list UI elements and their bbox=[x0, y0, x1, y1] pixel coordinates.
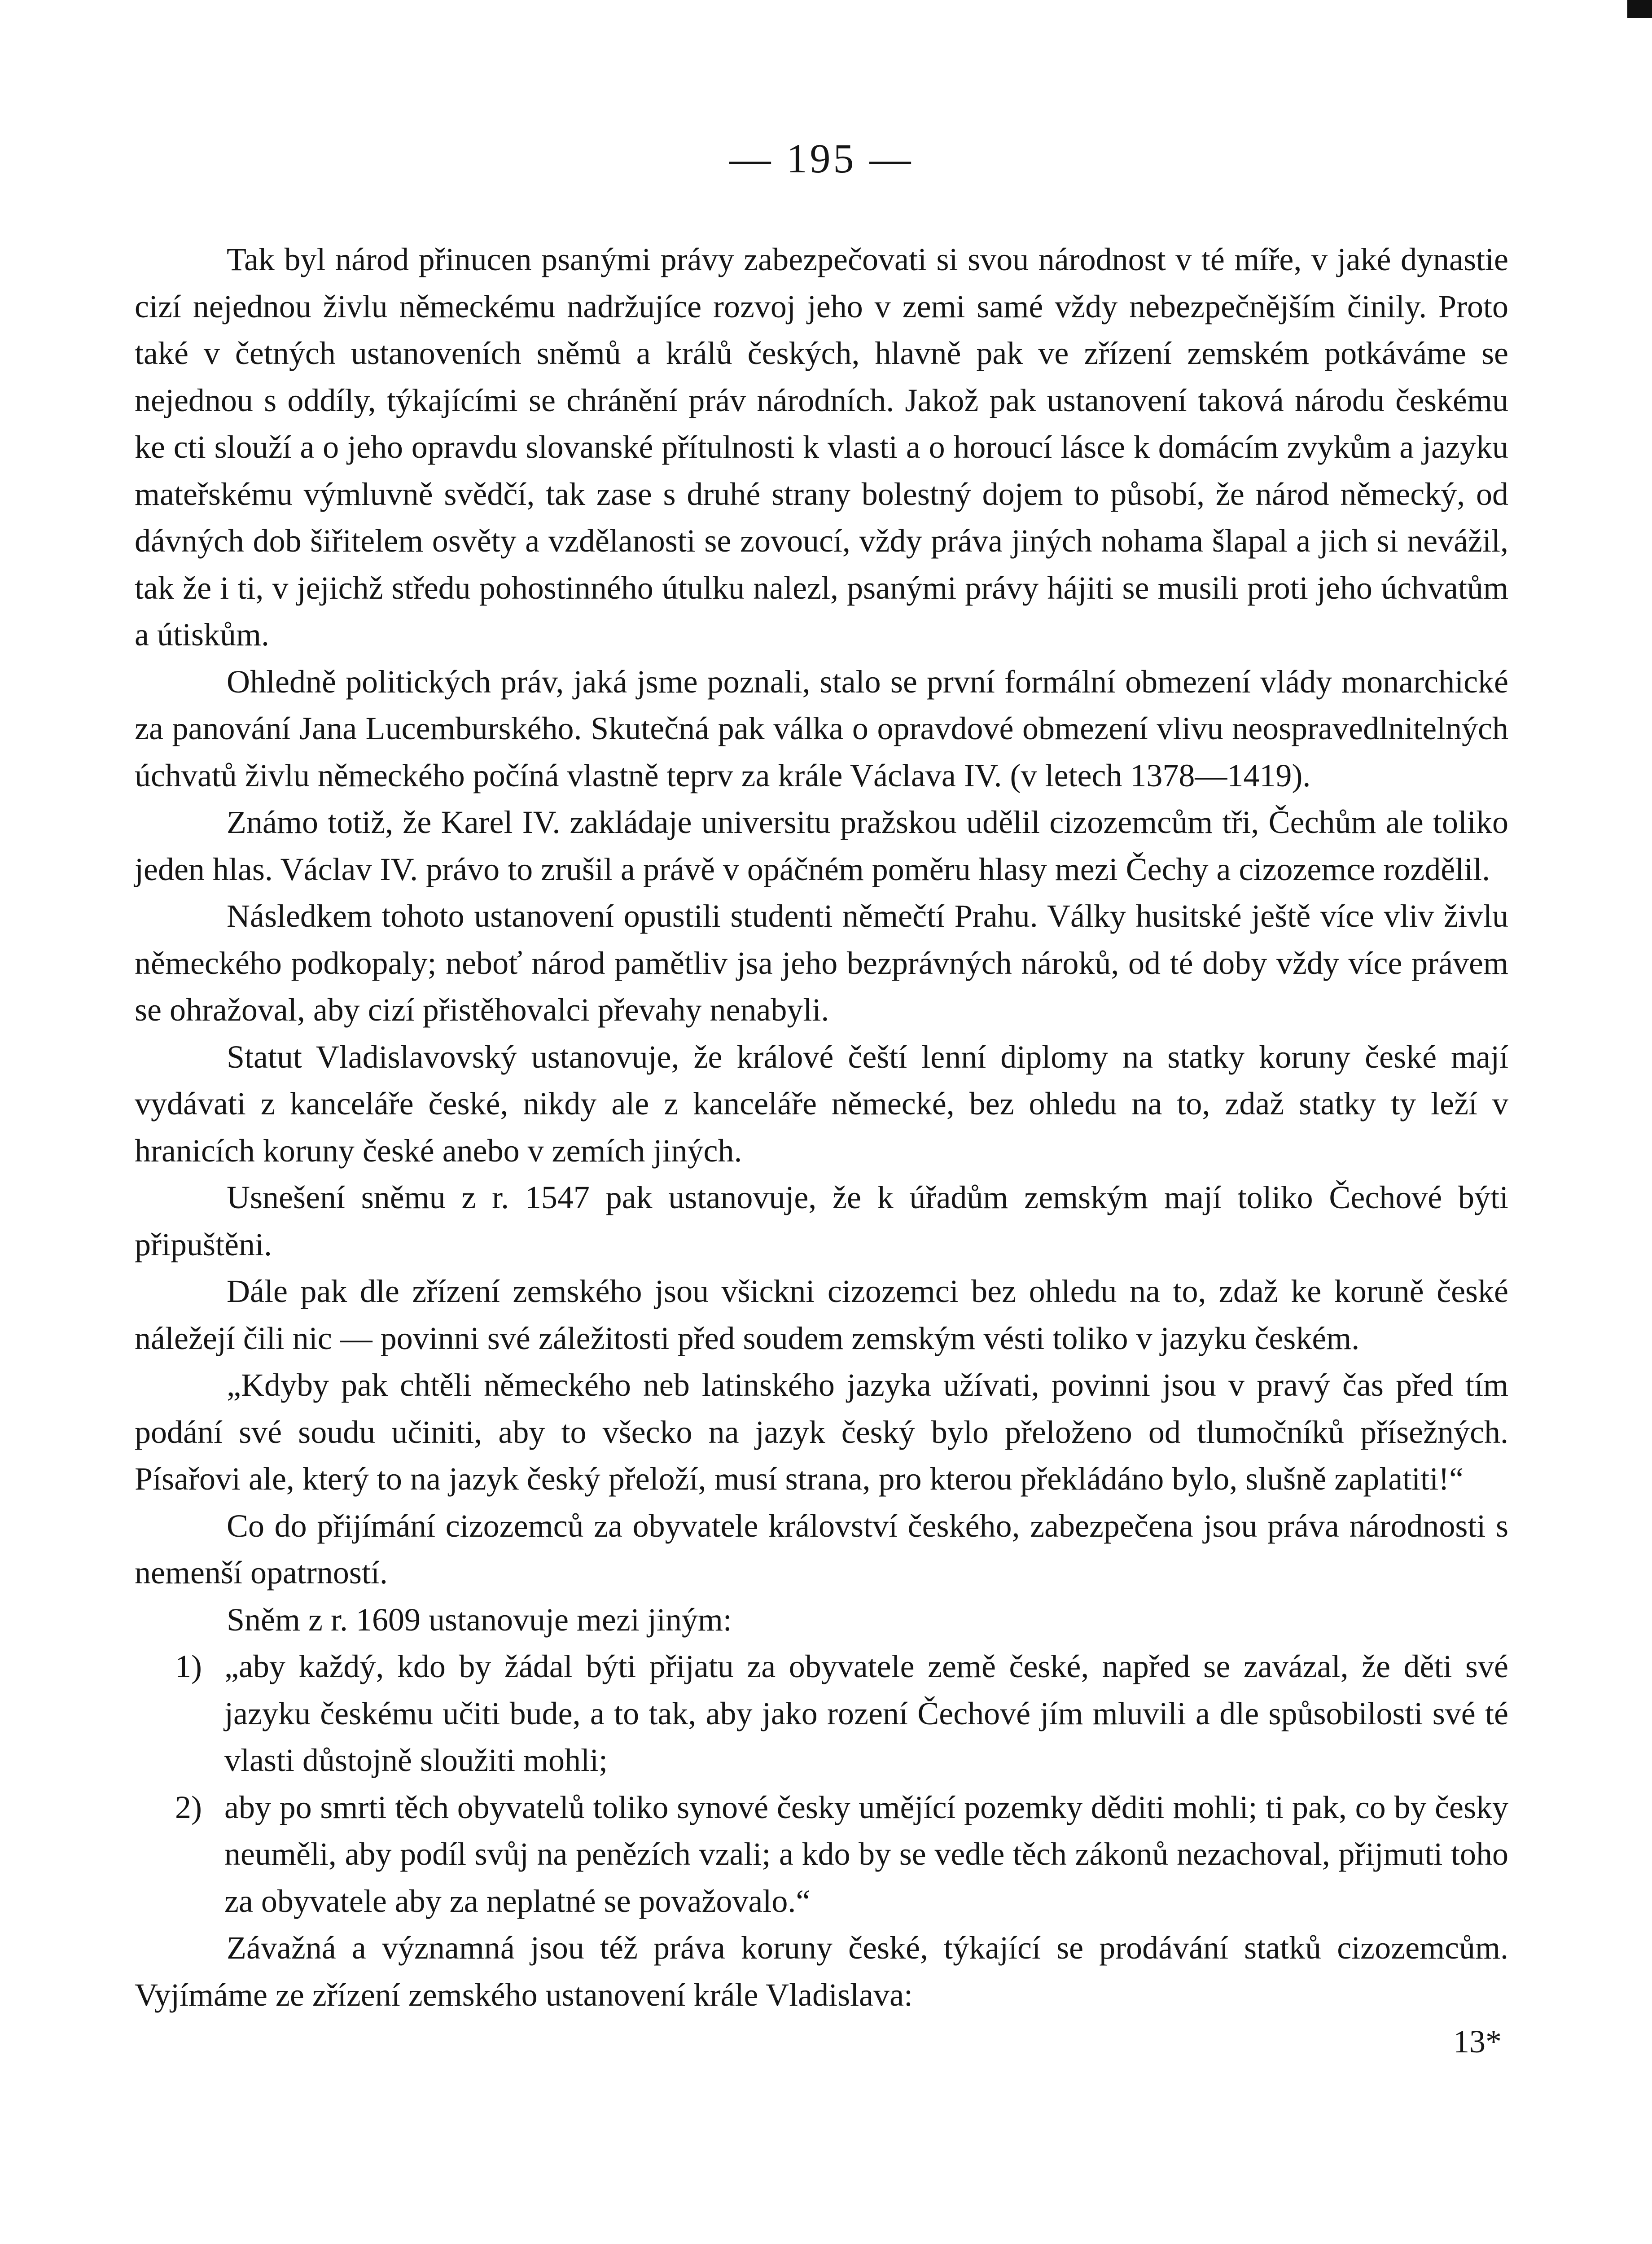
paragraph-7: Dále pak dle zřízení zemského jsou všickni cizozemci bez ohledu na to, zdaž ke koruně české náležejí čili nic — povinni své záležitosti před soudem zemským vésti toliko v jazyku českém. bbox=[135, 1273, 1508, 1356]
paragraph-2: Ohledně politických práv, jaká jsme poznali, stalo se první formální obmezení vlády monarchické za panování Jana Lucemburského. Skutečná pak válka o opravdové obmezení vlivu neospravedlnitelných úchvatů živlu německého počíná vlastně teprv za krále Václava IV. (v letech 1378—1419). bbox=[135, 663, 1508, 793]
signature-mark: 13* bbox=[1453, 2024, 1502, 2060]
paragraph-10: Sněm z r. 1609 ustanovuje mezi jiným: bbox=[227, 1601, 732, 1638]
list-item bbox=[135, 1643, 1508, 1784]
list-item bbox=[135, 1784, 1508, 1925]
paragraph-8: „Kdyby pak chtěli německého neb latinského jazyka užívati, povinni jsou v pravý čas před tím podání své soudu učiniti, aby to všecko na jazyk český bylo přeloženo od tlumočníků přísežných. Písařovi ale, který to na jazyk český přeloží, musí strana, pro kterou překládáno bylo, slušně zaplatiti!“ bbox=[135, 1367, 1508, 1497]
document-page bbox=[135, 135, 1508, 2065]
list-item-text: aby po smrti těch obyvatelů toliko synové česky umějící pozemky děditi mohli; ti pak, co by česky neuměli, aby podíl svůj na penězích vzali; a kdo by se vedle těch zákonů nezachoval, přijmuti toho za obyvatele aby za neplatné se považovalo.“ bbox=[224, 1789, 1508, 1919]
paragraph-6: Usnešení sněmu z r. 1547 pak ustanovuje, že k úřadům zemským mají toliko Čechové býti připuštěni. bbox=[135, 1179, 1508, 1262]
list-item-number: 1) bbox=[175, 1648, 202, 1684]
corner-mark bbox=[1627, 0, 1652, 18]
list-item-text: „aby každý, kdo by žádal býti přijatu za obyvatele země české, napřed se zavázal, že děti své jazyku českému učiti bude, a to tak, aby jako rození Čechové jím mluvili a dle spůsobilosti své té vlasti důstojně sloužiti mohli; bbox=[224, 1648, 1508, 1778]
page-number: — 195 — bbox=[729, 136, 914, 181]
paragraph-3: Známo totiž, že Karel IV. zakládaje universitu pražskou udělil cizozemcům tři, Čechům ale toliko jeden hlas. Václav IV. právo to zrušil a právě v opáčném poměru hlasy mezi Čechy a cizozemce rozdělil. bbox=[135, 804, 1508, 887]
paragraph-5: Statut Vladislavovský ustanovuje, že králové čeští lenní diplomy na statky koruny české mají vydávati z kanceláře české, nikdy ale z kanceláře německé, bez ohledu na to, zdaž statky ty leží v hranicích koruny české anebo v zemích jiných. bbox=[135, 1039, 1508, 1169]
paragraph-1: Tak byl národ přinucen psanými právy zabezpečovati si svou národnost v té míře, v jaké dynastie cizí nejednou živlu německému nadržujíce rozvoj jeho v zemi samé vždy nebezpečnějším činily. Proto také v četných ustanoveních sněmů a králů českých, hlavně pak ve zřízení zemském potkáváme se nejednou s oddíly, týkajícími se chránění práv národních. Jakož pak ustanovení taková národu českému ke cti slouží a o jeho opravdu slovanské přítulnosti k vlasti a o horoucí lásce k domácím zvykům a jazyku mateřskému výmluvně svědčí, tak zase s druhé strany bolestný dojem to působí, že národ německý, od dávných dob šiřitelem osvěty a vzdělanosti se zovoucí, vždy práva jiných nohama šlapal a jich si nevážil, tak že i ti, v jejichž středu pohostinného útulku nalezl, psanými právy hájiti se musili proti jeho úchvatům a útiskům. bbox=[135, 241, 1508, 653]
closing-paragraph: Závažná a významná jsou též práva koruny české, týkající se prodávání statků cizozemcům. Vyjímáme ze zřízení zemského ustanovení krále Vladislava: bbox=[135, 1930, 1508, 2013]
decree-list bbox=[135, 1643, 1508, 1924]
list-item-number: 2) bbox=[175, 1789, 202, 1825]
paragraph-9: Co do přijímání cizozemců za obyvatele království českého, zabezpečena jsou práva národnosti s nemenší opatrností. bbox=[135, 1508, 1508, 1591]
paragraph-4: Následkem tohoto ustanovení opustili studenti němečtí Prahu. Války husitské ještě více vliv živlu německého podkopaly; neboť národ pamětliv jsa jeho bezprávných nároků, od té doby vždy více právem se ohražoval, aby cizí přistěhovalci převahy nenabyli. bbox=[135, 898, 1508, 1028]
